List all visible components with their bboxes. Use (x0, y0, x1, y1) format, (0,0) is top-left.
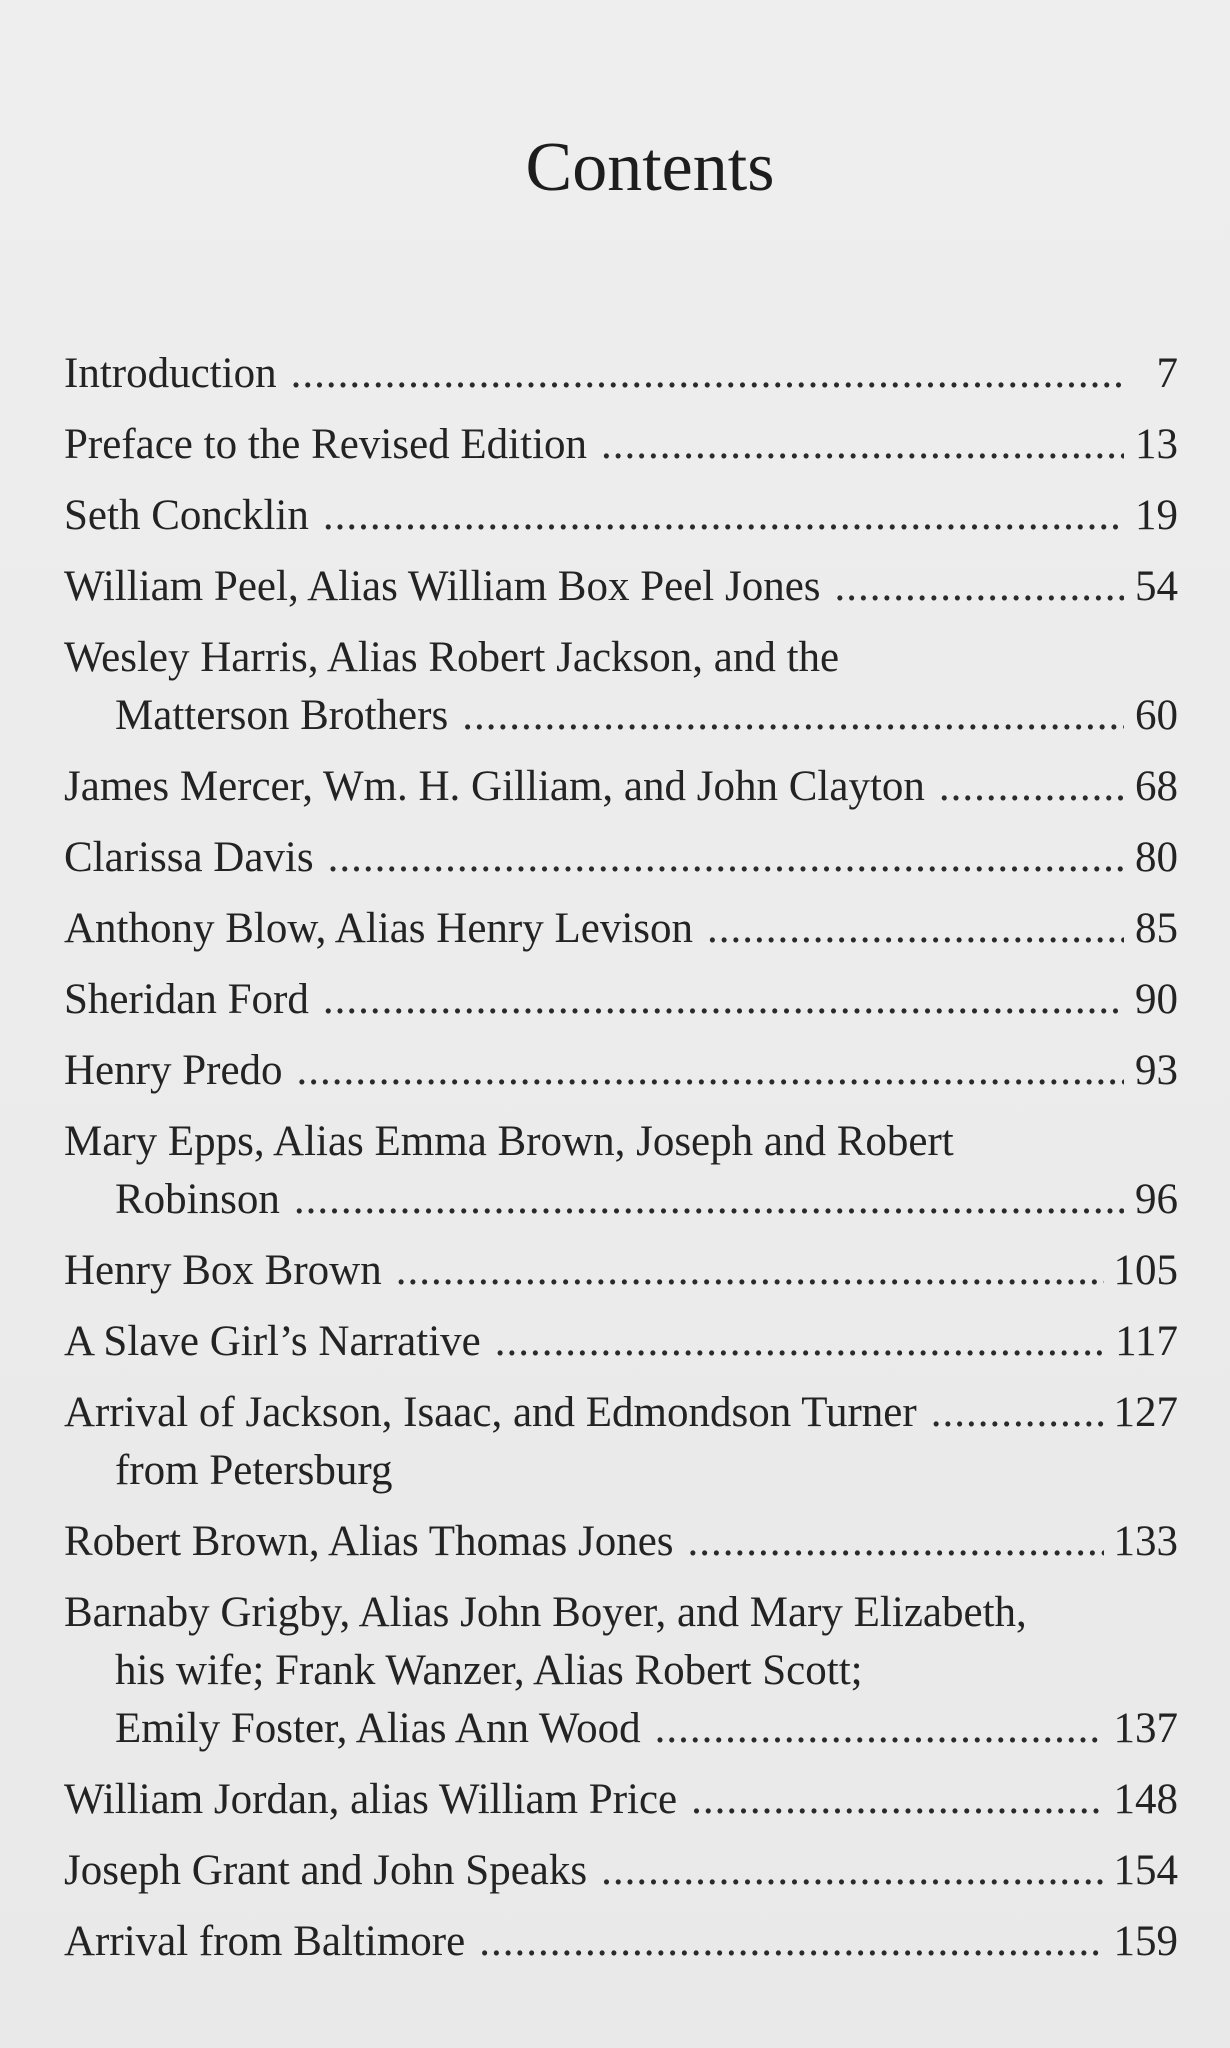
toc-entry (64, 1842, 1178, 1900)
page-number: 159 (1113, 1918, 1178, 1965)
dot-leader (931, 1384, 1104, 1442)
page-number: 93 (1135, 1047, 1178, 1094)
toc-line (64, 900, 1178, 958)
entry-title: Henry Box Brown (64, 1247, 382, 1294)
toc-entry (64, 971, 1178, 1029)
entry-title: Henry Predo (64, 1047, 283, 1094)
toc-line (64, 1842, 1178, 1900)
page-number: 85 (1135, 905, 1178, 952)
toc-entry (64, 1513, 1178, 1571)
dot-leader (707, 900, 1124, 958)
toc-line (64, 416, 1178, 474)
toc-entry (64, 1584, 1178, 1758)
entry-title: Wesley Harris, Alias Robert Jackson, and the (64, 634, 840, 681)
dot-leader (328, 829, 1124, 887)
toc-line (64, 971, 1178, 1029)
entry-title-continued: Matterson Brothers (115, 692, 449, 739)
toc-entry (64, 345, 1178, 403)
dot-leader (479, 1913, 1103, 1971)
entry-title-continued: his wife; Frank Wanzer, Alias Robert Scott; (115, 1647, 863, 1694)
entry-title: Barnaby Grigby, Alias John Boyer, and Mary Elizabeth, (64, 1589, 1027, 1636)
entry-title: Mary Epps, Alias Emma Brown, Joseph and Robert (64, 1118, 954, 1165)
toc-entry (64, 1384, 1178, 1500)
entry-title: Arrival of Jackson, Isaac, and Edmondson Turner (64, 1389, 917, 1436)
toc-line (64, 1384, 1178, 1442)
dot-leader (323, 487, 1124, 545)
page-number: 148 (1113, 1776, 1178, 1823)
toc-line (64, 1913, 1178, 1971)
toc-line (64, 558, 1178, 616)
page-number: 54 (1135, 563, 1178, 610)
page-number: 90 (1135, 976, 1178, 1023)
toc-line (64, 1771, 1178, 1829)
dot-leader (462, 687, 1124, 745)
dot-leader (291, 345, 1124, 403)
entry-title: William Jordan, alias William Price (64, 1776, 678, 1823)
toc-entry (64, 1042, 1178, 1100)
page-number: 19 (1135, 492, 1178, 539)
toc-line (64, 829, 1178, 887)
page-number: 80 (1135, 834, 1178, 881)
toc-entry (64, 629, 1178, 745)
toc-entry (64, 1771, 1178, 1829)
toc-line-continued (64, 1700, 1178, 1758)
entry-title: Sheridan Ford (64, 976, 309, 1023)
entry-title: William Peel, Alias William Box Peel Jones (64, 563, 821, 610)
page-number: 7 (1156, 350, 1178, 397)
toc-entry (64, 900, 1178, 958)
toc-entry (64, 416, 1178, 474)
page-number: 127 (1113, 1389, 1178, 1436)
page-number: 13 (1135, 421, 1178, 468)
entry-title: Clarissa Davis (64, 834, 314, 881)
dot-leader (396, 1242, 1104, 1300)
toc-entry (64, 758, 1178, 816)
dot-leader (939, 758, 1124, 816)
entry-title: Introduction (64, 350, 277, 397)
page-number: 154 (1113, 1847, 1178, 1894)
dot-leader (601, 416, 1124, 474)
entry-title: Arrival from Baltimore (64, 1918, 466, 1965)
entry-title-continued: Robinson (115, 1176, 280, 1223)
toc-line (64, 487, 1178, 545)
toc-line (64, 1042, 1178, 1100)
toc-line (64, 1584, 1178, 1642)
toc-line (64, 1242, 1178, 1300)
toc-entry (64, 1242, 1178, 1300)
dot-leader (691, 1771, 1103, 1829)
dot-leader (688, 1513, 1104, 1571)
toc-line-continued (64, 1642, 1178, 1700)
page-number: 68 (1135, 763, 1178, 810)
dot-leader (323, 971, 1124, 1029)
page-number: 137 (1113, 1705, 1178, 1752)
toc-entry (64, 1313, 1178, 1371)
page-number: 133 (1113, 1518, 1178, 1565)
toc-entry (64, 487, 1178, 545)
toc-line-continued (64, 1442, 1178, 1500)
page-number: 105 (1113, 1247, 1178, 1294)
toc-line (64, 1313, 1178, 1371)
dot-leader (835, 558, 1124, 616)
dot-leader (297, 1042, 1124, 1100)
page-number: 60 (1135, 692, 1178, 739)
page-number: 117 (1115, 1318, 1178, 1365)
toc-entry (64, 829, 1178, 887)
toc-line (64, 345, 1178, 403)
toc-line (64, 1513, 1178, 1571)
toc-entry (64, 558, 1178, 616)
toc-line (64, 758, 1178, 816)
page-title: Contents (525, 129, 775, 206)
page-number: 96 (1135, 1176, 1178, 1223)
entry-title: Preface to the Revised Edition (64, 421, 588, 468)
entry-title: Anthony Blow, Alias Henry Levison (64, 905, 694, 952)
dot-leader (601, 1842, 1103, 1900)
toc-line (64, 629, 1178, 687)
entry-title: A Slave Girl’s Narrative (64, 1318, 481, 1365)
entry-title: Joseph Grant and John Speaks (64, 1847, 588, 1894)
entry-title: Robert Brown, Alias Thomas Jones (64, 1518, 674, 1565)
entry-title: James Mercer, Wm. H. Gilliam, and John Clayton (64, 763, 925, 810)
entry-title: Seth Concklin (64, 492, 309, 539)
table-of-contents (64, 345, 1178, 1984)
entry-title-continued: from Petersburg (115, 1447, 393, 1494)
toc-line-continued (64, 1171, 1178, 1229)
dot-leader (495, 1313, 1105, 1371)
dot-leader (655, 1700, 1104, 1758)
toc-line-continued (64, 687, 1178, 745)
dot-leader (294, 1171, 1124, 1229)
toc-line (64, 1113, 1178, 1171)
toc-entry (64, 1113, 1178, 1229)
toc-entry (64, 1913, 1178, 1971)
entry-title-continued: Emily Foster, Alias Ann Wood (115, 1705, 641, 1752)
